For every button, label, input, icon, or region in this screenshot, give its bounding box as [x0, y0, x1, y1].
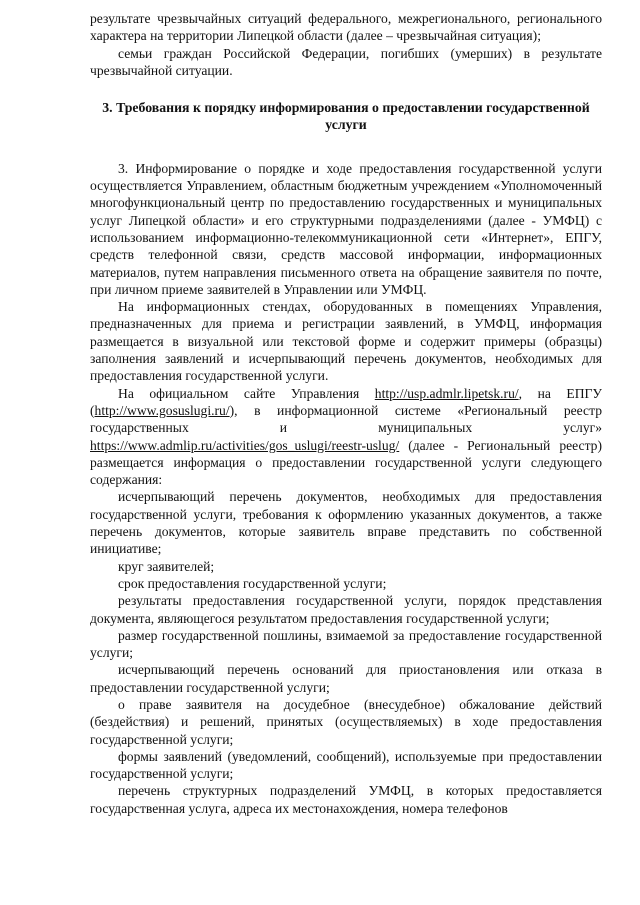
- document-page: [90, 10, 602, 817]
- list-item: результаты предоставления государственной услуги, порядок представления документа, являющегося результатом предоставления государственной услуги;: [90, 593, 602, 626]
- list-item: круг заявителей;: [118, 558, 215, 574]
- link-usp-admlr[interactable]: http://usp.admlr.lipetsk.ru/: [374, 385, 519, 401]
- list-item: срок предоставления государственной услуги;: [118, 575, 387, 591]
- list-item: перечень структурных подразделений УМФЦ, в которых предоставляется государственная услуга, адреса их местонахождения, номера телефонов: [90, 783, 602, 816]
- paragraph-official-site-text-c: ), в информационной системе «Региональный реестр государственных и муниципальных услуг»: [90, 402, 602, 436]
- link-regional-registry[interactable]: https://www.admlip.ru/activities/gos_uslugi/reestr-uslug/: [90, 437, 400, 453]
- paragraph-official-site-text-a: На официальном сайте Управления: [118, 385, 375, 401]
- paragraph-info-stands: На информационных стендах, оборудованных в помещениях Управления, предназначенных для приема и регистрации заявлений, в УМФЦ, информация размещается в визуальной или текстовой форме и содержит примеры (образцы) заполнения заявлений и исчерпывающий перечень документов, необходимых для предоставления государственной услуги.: [90, 299, 602, 384]
- section-heading: 3. Требования к порядку информирования о предоставлении государственной услуги: [102, 100, 590, 133]
- paragraph-intro-families: семьи граждан Российской Федерации, погибших (умерших) в результате чрезвычайной ситуации.: [90, 45, 602, 78]
- link-gosuslugi[interactable]: http://www.gosuslugi.ru/: [94, 402, 230, 418]
- list-item: формы заявлений (уведомлений, сообщений), используемые при предоставлении государственной услуги;: [90, 748, 602, 782]
- list-item: о праве заявителя на досудебное (внесудебное) обжалование действий (бездействия) и решений, принятых (осуществляемых) в ходе предоставления государственной услуги;: [90, 696, 602, 747]
- paragraph-official-site-text-d: (далее - Региональный реестр) размещается информация о предоставлении государственной услуги следующего содержания:: [90, 437, 602, 488]
- list-item: исчерпывающий перечень оснований для приостановления или отказа в предоставлении государственной услуги;: [90, 662, 602, 695]
- paragraph-intro-continuation: результате чрезвычайных ситуаций федерального, межрегионального, регионального характера на территории Липецкой области (далее – чрезвычайная ситуация);: [90, 11, 602, 44]
- list-item: размер государственной пошлины, взимаемой за предоставление государственной услуги;: [90, 627, 602, 661]
- list-item: исчерпывающий перечень документов, необходимых для предоставления государственной услуги, требования к оформлению указанных документов, а также перечень документов, которые заявитель вправе представить по собственной инициативе;: [90, 489, 602, 557]
- paragraph-official-site-text-b: , на ЕПГУ (: [90, 385, 602, 418]
- paragraph-official-site: [90, 385, 602, 489]
- paragraph-informing: 3. Информирование о порядке и ходе предоставления государственной услуги осуществляется Управлением, областным бюджетным учреждением «Уполномоченный многофункциональный центр по предоставлению государственных и муниципальных услуг Липецкой области» и его структурными подразделениями (далее - УМФЦ) с использованием информационно-телекоммуникационной сети «Интернет», ЕПГУ, средств телефонной связи, средств массовой информации, информационных материалов, путем направления письменного ответа на обращение заявителя по почте, при личном приеме заявителей в Управлении или УМФЦ.: [90, 160, 602, 297]
